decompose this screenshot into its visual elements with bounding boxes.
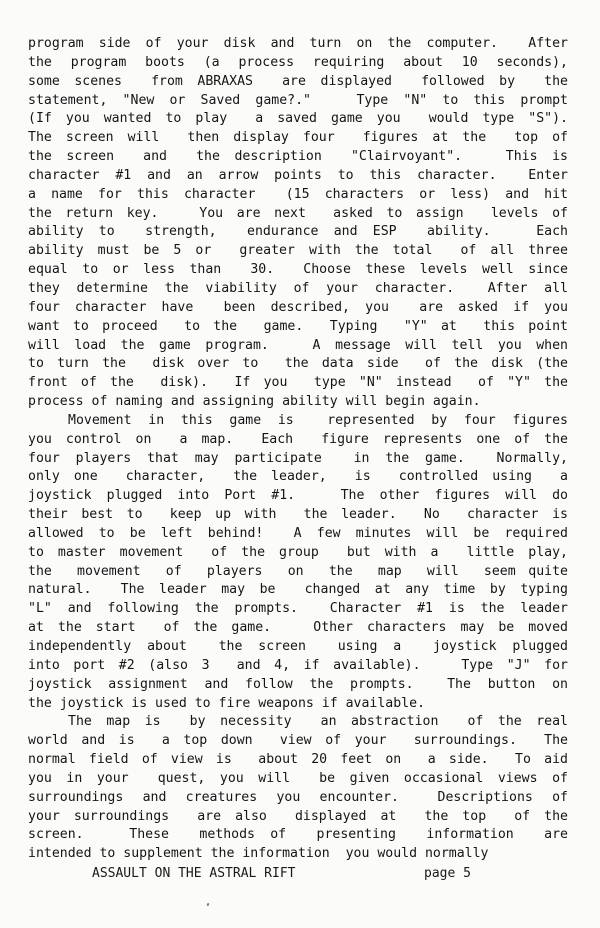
text-line: into port #2 (also 3 and 4, if available). Type "J" for [28,657,568,673]
text-line: at the start of the game. Other characters may be moved [28,620,568,636]
text-line: surroundings and creatures you encounter. Descriptions of [28,789,568,805]
text-line: intended to supplement the information you would normally [28,846,489,862]
page-footer [0,866,600,886]
paper-speck [206,903,209,907]
text-line: joystick plugged into Port #1. The other figures will do [28,488,568,504]
text-line: statement, "New or Saved game?." Type "N" to this prompt [28,92,568,108]
text-line: a name for this character (15 characters or less) and hit [28,186,568,202]
text-line: equal to or less than 30. Choose these levels well since [28,262,568,278]
text-line: process of naming and assigning ability will begin again. [28,394,481,410]
text-line: independently about the screen using a joystick plugged [28,639,568,654]
text-line: front of the disk). If you type "N" instead of "Y" the [28,375,568,391]
text-line: world and is a top down view of your surroundings. The [28,733,568,749]
text-line: four character have been described, you are asked if you [28,299,568,315]
text-line: the movement of players on the map will seem quite [28,563,568,579]
text-line: ability to strength, endurance and ESP ability. Each [28,224,568,240]
body-text [28,35,568,864]
text-line: joystick assignment and follow the prompts. The button on [28,676,568,692]
footer-title: ASSAULT ON THE ASTRAL RIFT [92,866,296,881]
text-line: some scenes from ABRAXAS are displayed followed by the [28,73,568,89]
text-line: natural. The leader may be changed at any time by typing [28,582,568,598]
text-line: you control on a map. Each figure represents one of the [28,431,568,447]
page-number: page 5 [424,866,471,881]
text-line: your surroundings are also displayed at the top of the [28,808,568,824]
text-line: screen. These methods of presenting information are [28,827,568,843]
text-line: will load the game program. A message will tell you when [28,337,568,353]
text-line: normal field of view is about 20 feet on a side. To aid [28,752,568,768]
text-line: (If you wanted to play a saved game you would type "S"). [28,111,568,127]
text-line: four players that may participate in the game. Normally, [28,450,568,466]
text-line: ability must be 5 or greater with the total of all three [28,243,568,259]
text-line: the return key. You are next asked to assign levels of [28,205,568,221]
text-line: The screen will then display four figures at the top of [28,130,568,146]
text-line: Movement in this game is represented by four figures [68,412,568,428]
text-line: the joystick is used to fire weapons if available. [28,695,425,711]
text-line: "L" and following the prompts. Character #1 is the leader [28,601,568,617]
text-line: only one character, the leader, is controlled using a [28,469,568,485]
text-line: program side of your disk and turn on the computer. After [28,36,568,51]
text-line: they determine the viability of your character. After all [28,280,568,296]
text-line: the screen and the description "Clairvoyant". This is [28,149,568,165]
text-line: to master movement of the group but with a little play, [28,544,568,560]
text-line: allowed to be left behind! A few minutes will be required [28,525,568,541]
text-line: you in your quest, you will be given occasional views of [28,770,568,786]
text-line: to turn the disk over to the data side of the disk (the [28,356,568,372]
text-line: The map is by necessity an abstraction of the real [68,714,568,730]
text-line: their best to keep up with the leader. No character is [28,507,568,523]
text-line: character #1 and an arrow points to this character. Enter [28,167,568,183]
text-line: want to proceed to the game. Typing "Y" at this point [28,318,568,334]
text-line: the program boots (a process requiring about 10 seconds), [28,54,568,70]
